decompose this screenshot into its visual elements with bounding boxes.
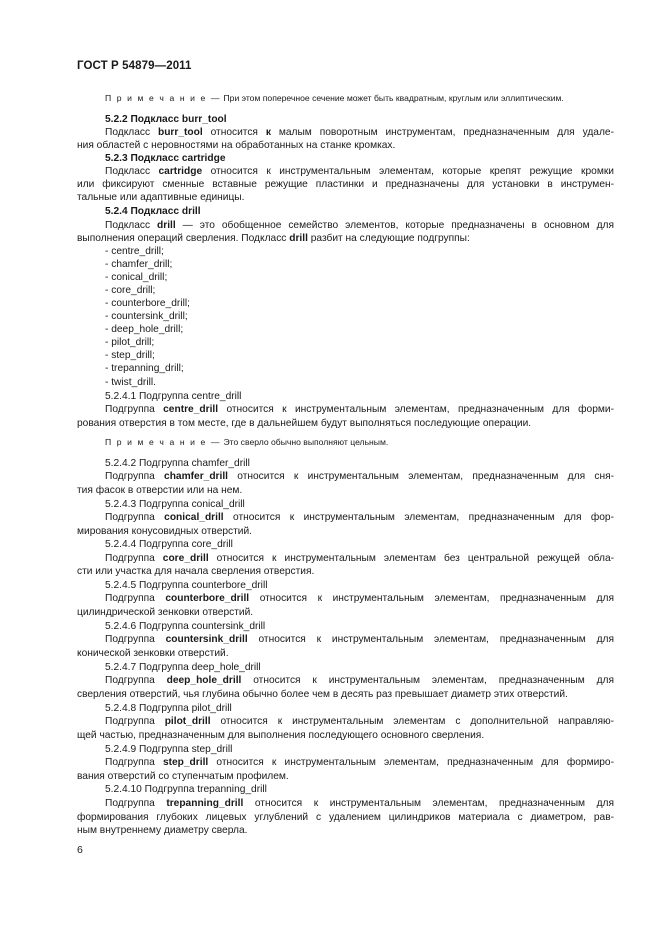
- paragraph-line: тальные или адаптивные единицы.: [77, 192, 245, 203]
- list-item: - deep_hole_drill;: [105, 324, 184, 335]
- subgroup-heading: 5.2.4.4 Подгруппа core_drill: [105, 539, 233, 550]
- list-item: - chamfer_drill;: [105, 259, 173, 270]
- list-item: - countersink_drill;: [105, 311, 188, 322]
- paragraph-line: ным внутреннему диаметру сверла.: [77, 825, 248, 836]
- list-item: - core_drill;: [105, 285, 156, 296]
- list-item: - counterbore_drill;: [105, 298, 190, 309]
- paragraph-line: Подгруппа counterbore_drill относится к инструментальным элементам, предназначенным для: [105, 593, 614, 604]
- paragraph-line: рования отверстия в том месте, где в дальнейшем будут выполняться последующие операции.: [77, 418, 532, 429]
- list-item: - pilot_drill;: [105, 337, 155, 348]
- paragraph-line: Подгруппа conical_drill относится к инструментальным элементам, предназначенным для фор-: [105, 512, 614, 523]
- section-heading: 5.2.4 Подкласс drill: [105, 206, 201, 217]
- paragraph-line: Подгруппа trepanning_drill относится к инструментальным элементам, предназначенным для: [105, 798, 614, 809]
- subgroup-heading: 5.2.4.3 Подгруппа conical_drill: [105, 499, 245, 510]
- paragraph-line: сверления отверстий, чья глубина обычно более чем в десять раз превышает диаметр этих отверстий.: [77, 689, 568, 700]
- list-item: - conical_drill;: [105, 272, 168, 283]
- paragraph-line: выполнения операций сверления. Подкласс drill разбит на следующие подгруппы:: [77, 233, 470, 244]
- list-item: - step_drill;: [105, 350, 155, 361]
- paragraph-line: конической зенковки отверстий.: [77, 648, 229, 659]
- page-number: 6: [77, 844, 83, 856]
- paragraph-line: Подгруппа countersink_drill относится к инструментальным элементам, предназначенным для: [105, 634, 614, 645]
- subgroup-heading: 5.2.4.10 Подгруппа trepanning_drill: [105, 784, 267, 795]
- paragraph-line: ния областей с неровностями на обработанных на станке кромках.: [77, 140, 396, 151]
- subgroup-heading: 5.2.4.9 Подгруппа step_drill: [105, 744, 233, 755]
- subgroup-heading: 5.2.4.7 Подгруппа deep_hole_drill: [105, 662, 261, 673]
- paragraph-line: Подгруппа core_drill относится к инструментальным элементам без центральной режущей обла-: [105, 553, 615, 564]
- paragraph-line: формирования глубоких лицевых углублений с удалением цилиндриков материала с диаметром, рав-: [77, 812, 614, 823]
- subgroup-heading: 5.2.4.1 Подгруппа centre_drill: [105, 391, 242, 402]
- paragraph-line: тия фасок в отверстии или на нем.: [77, 485, 243, 496]
- paragraph-line: Подкласс cartridge относится к инструментальным элементам, которые крепят режущие кромки: [105, 166, 614, 177]
- paragraph-line: цилиндрической зенковки отверстий.: [77, 607, 254, 618]
- note-text: При этом поперечное сечение может быть квадратным, круглым или эллиптическим.: [223, 93, 564, 103]
- paragraph-line: щей частью, предназначенным для выполнения последующего основного сверления.: [77, 730, 485, 741]
- section-heading: 5.2.3 Подкласс cartridge: [105, 153, 226, 164]
- paragraph-line: вания отверстий со ступенчатым профилем.: [77, 771, 289, 782]
- list-item: - twist_drill.: [105, 377, 156, 388]
- note: [105, 93, 564, 103]
- list-item: - centre_drill;: [105, 246, 164, 257]
- paragraph-line: Подгруппа chamfer_drill относится к инструментальным элементам, предназначенным для сня-: [105, 471, 614, 482]
- note-label: П р и м е ч а н и е —: [105, 437, 222, 447]
- document-header: ГОСТ Р 54879—2011: [77, 60, 192, 72]
- paragraph-line: Подкласс burr_tool относится к малым поворотным инструментам, предназначенным для удале-: [105, 127, 614, 138]
- subgroup-heading: 5.2.4.8 Подгруппа pilot_drill: [105, 703, 232, 714]
- paragraph-line: Подгруппа centre_drill относится к инструментальным элементам, предназначенным для форми-: [105, 404, 614, 415]
- paragraph-line: Подгруппа pilot_drill относится к инструментальным элементам с дополнительной направляю-: [105, 716, 614, 727]
- paragraph-line: Подгруппа step_drill относится к инструментальным элементам, предназначенным для формиро-: [105, 757, 614, 768]
- paragraph-line: сти или участка для начала сверления отверстия.: [77, 566, 315, 577]
- subgroup-heading: 5.2.4.6 Подгруппа countersink_drill: [105, 621, 266, 632]
- subgroup-heading: 5.2.4.2 Подгруппа chamfer_drill: [105, 458, 250, 469]
- section-heading: 5.2.2 Подкласс burr_tool: [105, 114, 227, 125]
- note: [105, 437, 388, 447]
- paragraph-line: или фиксируют сменные вставные режущие пластинки и предназначены для установки в инструмен-: [77, 179, 614, 190]
- paragraph-line: Подкласс drill — это обобщенное семейство элементов, которые предназначены в основном для: [105, 220, 614, 231]
- paragraph-line: мирования конусовидных отверстий.: [77, 526, 252, 537]
- subgroup-heading: 5.2.4.5 Подгруппа counterbore_drill: [105, 580, 268, 591]
- note-label: П р и м е ч а н и е —: [105, 93, 222, 103]
- list-item: - trepanning_drill;: [105, 363, 184, 374]
- paragraph-line: Подгруппа deep_hole_drill относится к инструментальным элементам, предназначенным для: [105, 675, 614, 686]
- note-text: Это сверло обычно выполняют цельным.: [223, 437, 389, 447]
